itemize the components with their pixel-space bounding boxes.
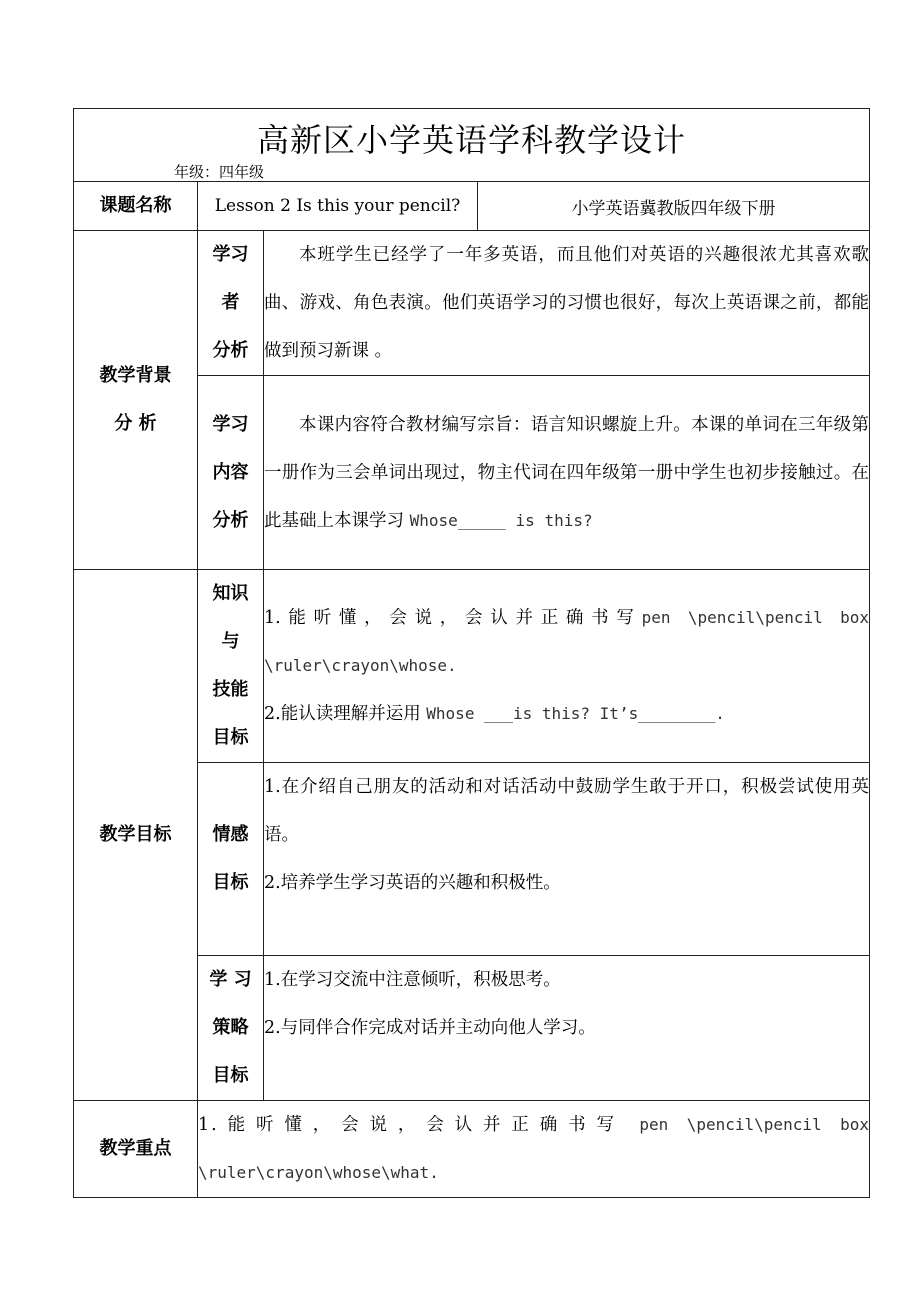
learner-analysis-text: 本班学生已经学了一年多英语，而且他们对英语的兴趣很浓尤其喜欢歌曲、游戏、角色表演。他们英语学习的习惯也很好，每次上英语课之前，都能做到预习新课 。 xyxy=(264,231,870,376)
strategy-objective-label: 学 习 策略 目标 xyxy=(198,956,264,1101)
key-points-text: 1.能听懂，会说，会认并正确书写 pen \pencil\pencil box \ruler\crayon\whose\what. xyxy=(198,1101,870,1198)
knowledge-objective-text: 1.能听懂，会说，会认并正确书写pen \pencil\pencil box \ruler\crayon\whose. 2.能认读理解并运用 Whose ___is this? It’s________. xyxy=(264,570,870,763)
emotion-objective-text: 1.在介绍自己朋友的活动和对话活动中鼓励学生敢于开口，积极尝试使用英语。 2.培养学生学习英语的兴趣和积极性。 xyxy=(264,763,870,956)
lesson-plan-table xyxy=(73,108,870,1198)
learner-analysis-label: 学习 者 分析 xyxy=(198,231,264,376)
header-cell xyxy=(74,109,870,182)
textbook-name: 小学英语冀教版四年级下册 xyxy=(478,182,870,231)
key-points-label: 教学重点 xyxy=(74,1101,198,1198)
lesson-title: Lesson 2 Is this your pencil? xyxy=(198,182,478,231)
emotion-objective-label: 情感 目标 xyxy=(198,763,264,956)
content-analysis-label: 学习 内容 分析 xyxy=(198,376,264,570)
grade-label: 年级：四年级 xyxy=(174,163,265,181)
content-analysis-text: 本课内容符合教材编写宗旨：语言知识螺旋上升。本课的单词在三年级第一册作为三会单词出现过，物主代词在四年级第一册中学生也初步接触过。在此基础上本课学习 Whose_____ is this? xyxy=(264,376,870,570)
strategy-objective-text: 1.在学习交流中注意倾听，积极思考。 2.与同伴合作完成对话并主动向他人学习。 xyxy=(264,956,870,1101)
background-label: 教学背景 分 析 xyxy=(74,231,198,570)
topic-label: 课题名称 xyxy=(74,182,198,231)
page-title: 高新区小学英语学科教学设计 xyxy=(256,121,686,159)
knowledge-objective-label: 知识 与 技能 目标 xyxy=(198,570,264,763)
objectives-label: 教学目标 xyxy=(74,570,198,1101)
